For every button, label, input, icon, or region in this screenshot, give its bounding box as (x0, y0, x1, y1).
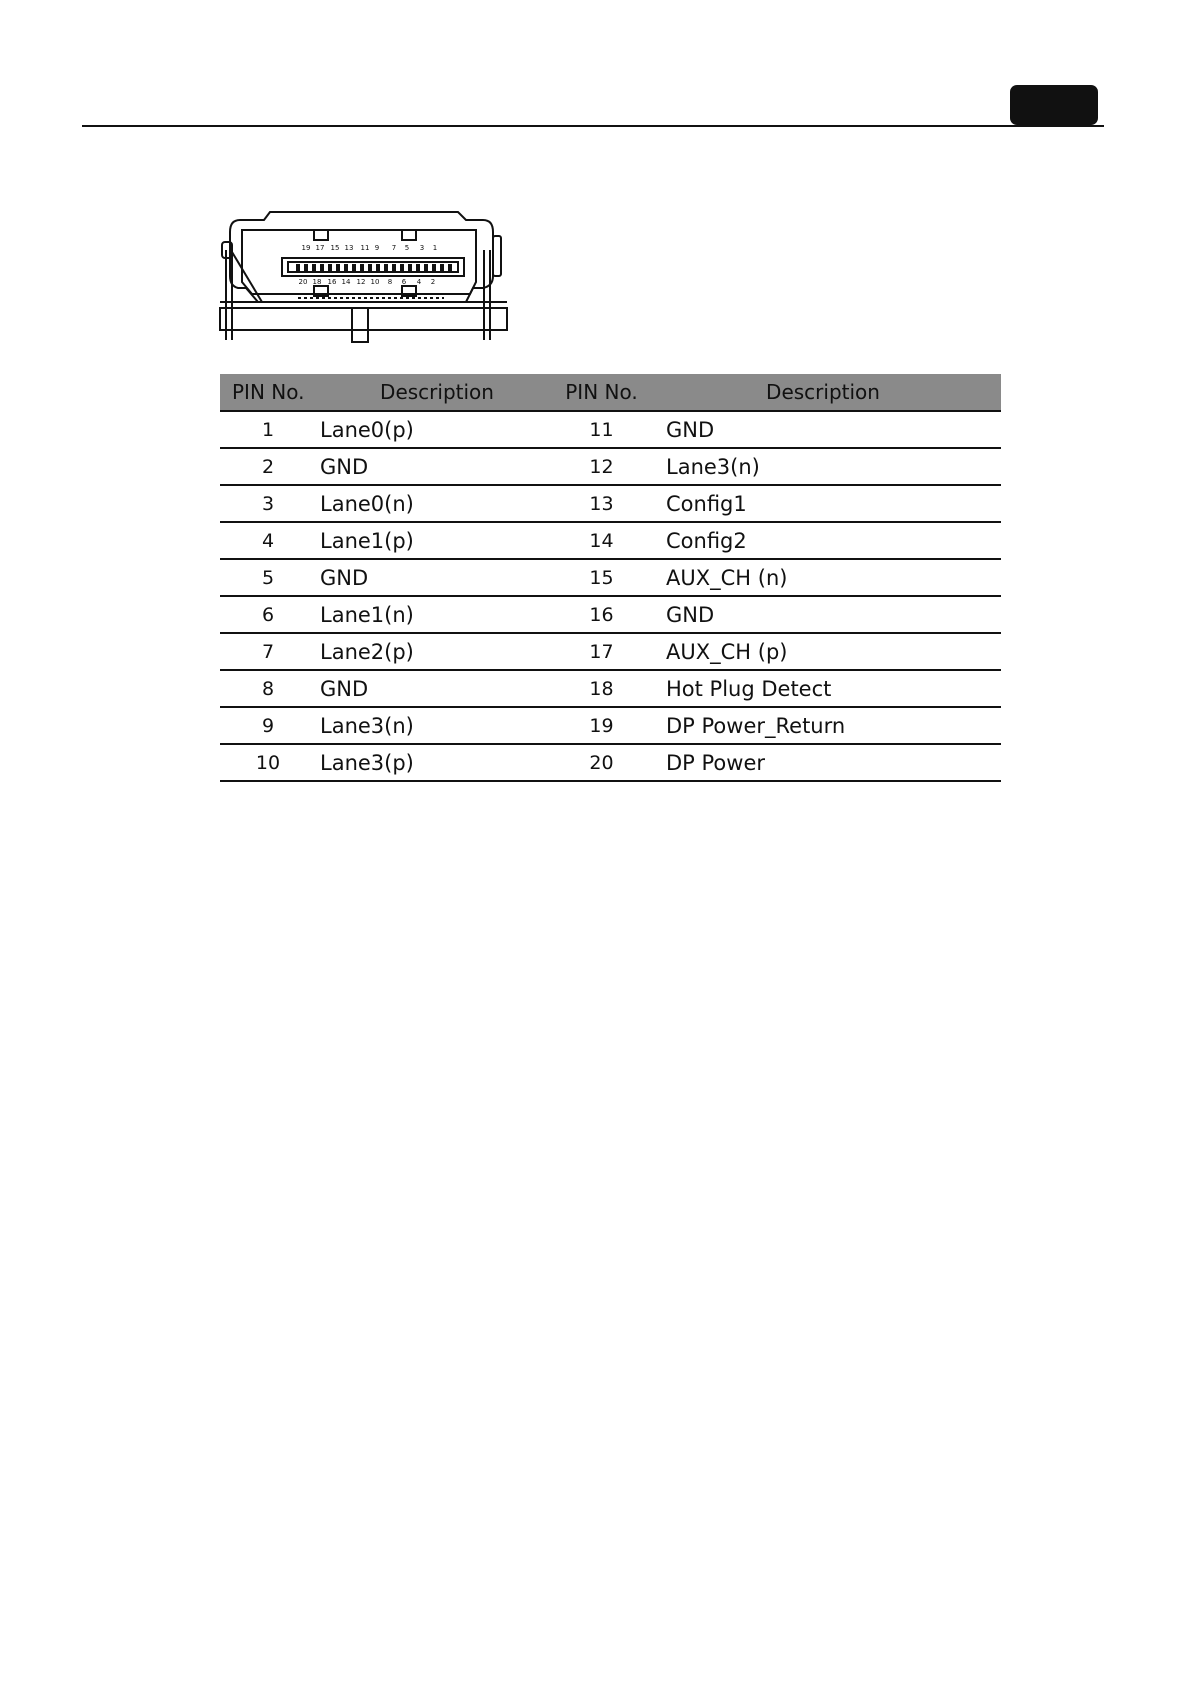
pin-number: 2 (220, 448, 316, 485)
header-description: Description (316, 374, 558, 411)
pin-number: 10 (220, 744, 316, 781)
pin-label: 19 (301, 244, 311, 252)
pin-number: 19 (558, 707, 645, 744)
table-row (220, 559, 1001, 596)
pin-label: 12 (356, 278, 366, 286)
pin-description: GND (316, 670, 558, 707)
table-row (220, 448, 1001, 485)
table-row (220, 522, 1001, 559)
pin-description: GND (645, 411, 1001, 448)
pin-number: 1 (220, 411, 316, 448)
pin-label: 8 (387, 278, 393, 286)
table-row (220, 596, 1001, 633)
pin-description: Lane3(p) (316, 744, 558, 781)
pin-number: 14 (558, 522, 645, 559)
pin-label: 1 (432, 244, 438, 252)
pin-number: 15 (558, 559, 645, 596)
pin-label: 20 (298, 278, 308, 286)
table-row (220, 485, 1001, 522)
header-pin-no: PIN No. (558, 374, 645, 411)
pin-description: GND (316, 448, 558, 485)
pin-description: Lane3(n) (645, 448, 1001, 485)
pin-label: 3 (419, 244, 425, 252)
table-row (220, 633, 1001, 670)
pin-number: 13 (558, 485, 645, 522)
pin-label: 13 (344, 244, 354, 252)
pin-label: 17 (315, 244, 325, 252)
pin-number: 17 (558, 633, 645, 670)
header-pin-no: PIN No. (220, 374, 316, 411)
pin-description: AUX_CH (n) (645, 559, 1001, 596)
pin-number: 12 (558, 448, 645, 485)
table-row (220, 744, 1001, 781)
pin-description: Lane3(n) (316, 707, 558, 744)
pin-assignment-table (220, 374, 1001, 782)
pin-number: 7 (220, 633, 316, 670)
pin-number: 9 (220, 707, 316, 744)
table-row (220, 411, 1001, 448)
pin-description: Lane0(p) (316, 411, 558, 448)
pin-label: 11 (360, 244, 370, 252)
pin-number: 18 (558, 670, 645, 707)
pin-label: 9 (374, 244, 380, 252)
pin-label: 2 (430, 278, 436, 286)
pin-number: 16 (558, 596, 645, 633)
pin-label: 7 (391, 244, 397, 252)
pin-description: AUX_CH (p) (645, 633, 1001, 670)
page-number-tab (1010, 85, 1098, 125)
pin-number: 20 (558, 744, 645, 781)
pin-description: Lane2(p) (316, 633, 558, 670)
pin-description: Lane1(n) (316, 596, 558, 633)
pin-number: 5 (220, 559, 316, 596)
pin-number: 6 (220, 596, 316, 633)
pin-description: Config2 (645, 522, 1001, 559)
pin-label: 14 (341, 278, 351, 286)
pin-description: Config1 (645, 485, 1001, 522)
pin-number: 4 (220, 522, 316, 559)
pin-label: 5 (404, 244, 410, 252)
pin-label: 18 (312, 278, 322, 286)
header-rule (82, 125, 1104, 127)
pin-label: 15 (330, 244, 340, 252)
header-description: Description (645, 374, 1001, 411)
pin-description: Lane0(n) (316, 485, 558, 522)
table-row (220, 707, 1001, 744)
pin-label: 4 (416, 278, 422, 286)
pin-description: GND (645, 596, 1001, 633)
pin-description: Lane1(p) (316, 522, 558, 559)
table-row (220, 670, 1001, 707)
table-header (220, 374, 1001, 411)
pin-number: 11 (558, 411, 645, 448)
pin-label: 16 (327, 278, 337, 286)
pin-number: 8 (220, 670, 316, 707)
pin-description: GND (316, 559, 558, 596)
pin-description: DP Power (645, 744, 1001, 781)
pin-number: 3 (220, 485, 316, 522)
pin-label: 6 (401, 278, 407, 286)
pin-label: 10 (370, 278, 380, 286)
displayport-connector-diagram (218, 206, 510, 348)
pin-description: DP Power_Return (645, 707, 1001, 744)
pin-description: Hot Plug Detect (645, 670, 1001, 707)
